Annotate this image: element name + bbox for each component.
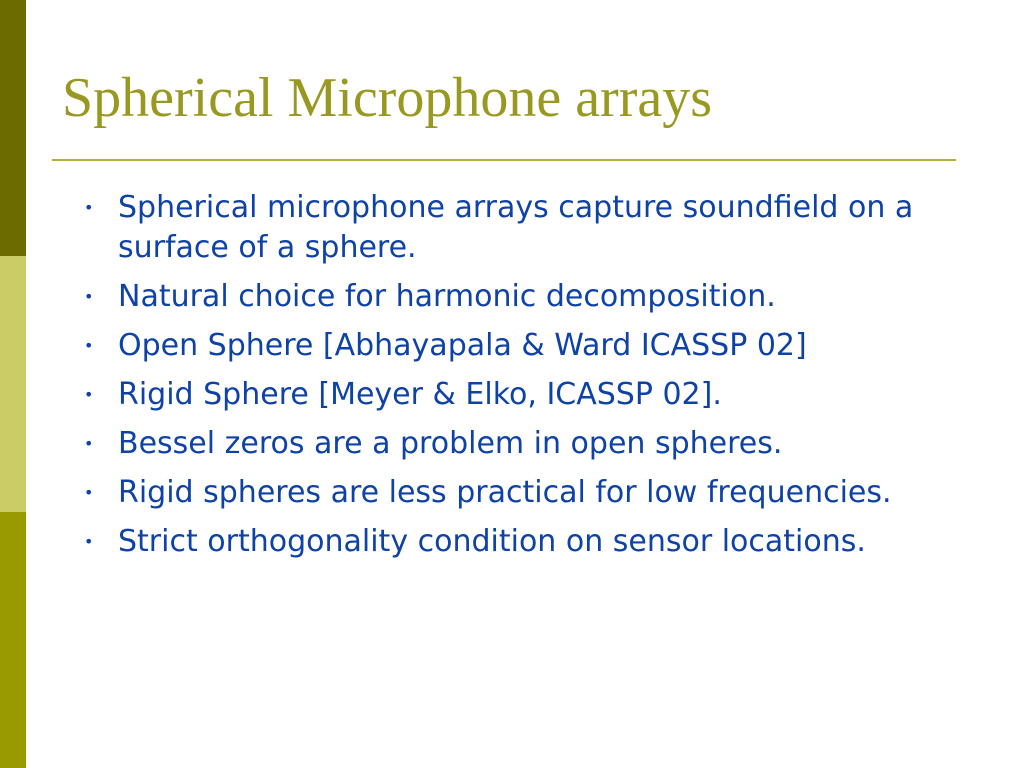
left-accent-band-middle [0,256,26,512]
bullet-dot-icon: • [84,336,94,355]
bullet-dot-icon: • [84,287,94,306]
bullet-dot-icon: • [84,385,94,404]
left-accent-band-top [0,0,26,256]
bullet-text: Rigid Sphere [Meyer & Elko, ICASSP 02]. [118,377,722,412]
bullet-item [78,326,938,366]
bullet-item [78,424,938,464]
bullet-text: Rigid spheres are less practical for low frequencies. [118,475,892,510]
title-divider [52,159,956,161]
left-accent-band-bottom [0,512,26,768]
bullet-item [78,188,938,268]
bullet-item [78,375,938,415]
bullet-item [78,277,938,317]
bullet-text: Open Sphere [Abhayapala & Ward ICASSP 02] [118,328,807,363]
bullet-list [78,188,938,571]
bullet-dot-icon: • [84,198,94,217]
bullet-item [78,473,938,513]
bullet-text: Strict orthogonality condition on sensor locations. [118,524,866,559]
bullet-item [78,522,938,562]
bullet-text: Bessel zeros are a problem in open spheres. [118,426,783,461]
bullet-text: Spherical microphone arrays capture soundfield on a surface of a sphere. [118,190,914,265]
bullet-text: Natural choice for harmonic decomposition. [118,279,776,314]
slide-title: Spherical Microphone arrays [62,67,712,129]
bullet-dot-icon: • [84,483,94,502]
bullet-dot-icon: • [84,532,94,551]
bullet-dot-icon: • [84,434,94,453]
